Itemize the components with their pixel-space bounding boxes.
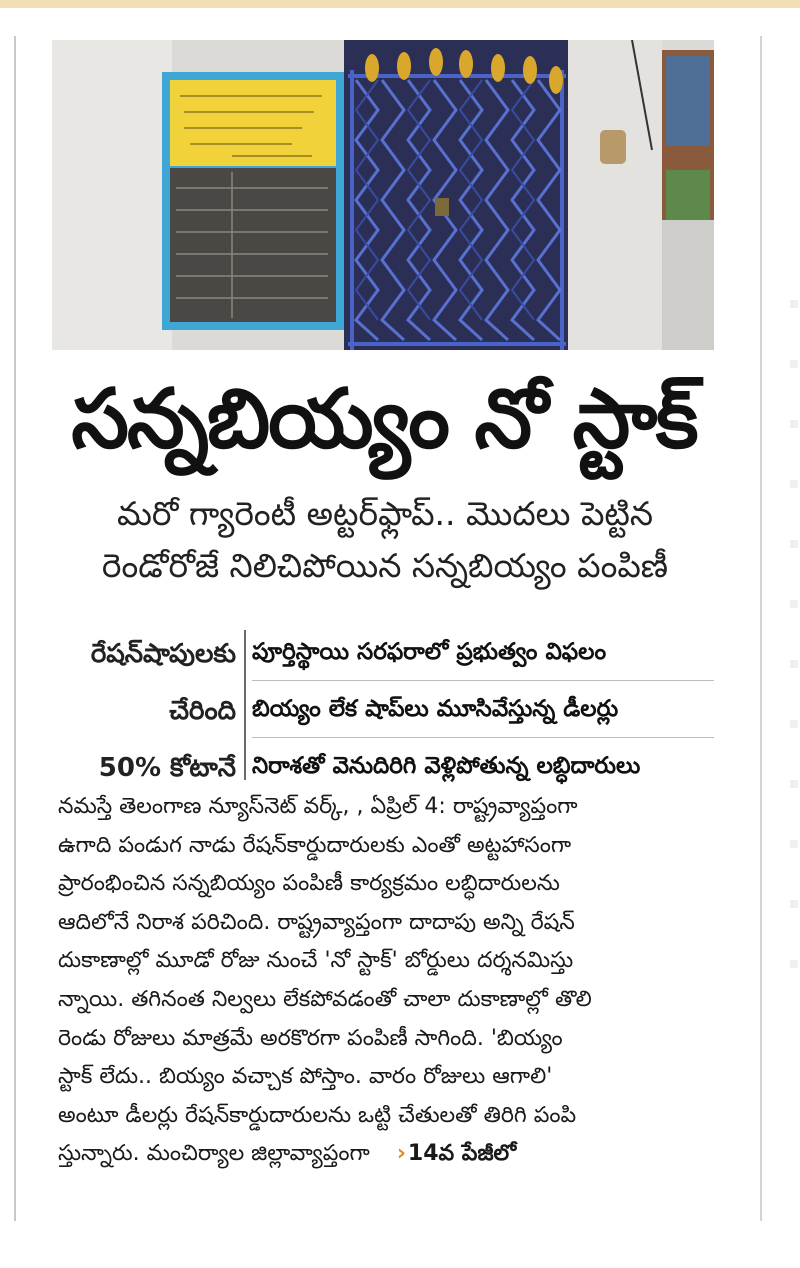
subheadline bbox=[60, 488, 710, 592]
right-column-rule bbox=[760, 36, 762, 1221]
highlight-item: పూర్తిస్థాయి సరఫరాలో ప్రభుత్వం విఫలం bbox=[252, 626, 714, 681]
body-line: దుకాణాల్లో మూడో రోజు నుంచే 'నో స్టాక్' బోర్డులు దర్శనమిస్తు bbox=[58, 948, 574, 974]
highlight-item: బియ్యం లేక షాప్‌లు మూసివేస్తున్న డీలర్లు bbox=[252, 683, 714, 738]
blackboard bbox=[170, 168, 336, 322]
body-line: స్తున్నారు. మంచిర్యాల జిల్లావ్యాప్తంగా bbox=[58, 1141, 370, 1167]
body-line: స్టాక్ లేదు.. బియ్యం వచ్చాక పోస్తాం. వారం రోజులు ఆగాలి' bbox=[58, 1064, 553, 1090]
body-line: అంటూ డీలర్లు రేషన్‌కార్డుదారులను ఒట్టి చేతులతో తిరిగి పంపి bbox=[58, 1102, 577, 1128]
kicker-box bbox=[48, 626, 236, 797]
kicker-line: 50% కోటానే bbox=[98, 753, 236, 783]
highlight-item: నిరాశతో వెనుదిరిగి వెళ్లిపోతున్న లబ్ధిదారులు bbox=[252, 753, 641, 779]
shop-door-opening bbox=[344, 40, 568, 350]
kicker-divider bbox=[244, 630, 246, 780]
top-color-band bbox=[0, 0, 800, 8]
yellow-notice-panel bbox=[170, 80, 336, 166]
ration-shop-photo bbox=[52, 40, 714, 350]
subheadline-line: మరో గ్యారెంటీ అట్టర్‌ఫ్లాప్.. మొదలు పెట్టిన bbox=[116, 494, 654, 533]
body-line: నమస్తే తెలంగాణ న్యూస్‌నెట్ వర్క్, , ఏప్రిల్ 4: రాష్ట్రవ్యాప్తంగా bbox=[58, 794, 578, 819]
arrow-right-icon: › bbox=[396, 1141, 406, 1167]
article-photo bbox=[52, 40, 714, 350]
article-body bbox=[58, 788, 714, 1174]
headline: సన్నబియ్యం నో స్టాక్ bbox=[71, 372, 697, 467]
left-column-rule bbox=[14, 36, 16, 1221]
body-last-line bbox=[58, 1135, 714, 1174]
adjacent-column-edge bbox=[790, 300, 798, 1000]
body-line: ప్రారంభించిన సన్నబియ్యం పంపిణీ కార్యక్రమం లబ్ధిదారులను bbox=[58, 871, 560, 897]
highlights-list bbox=[252, 626, 714, 797]
continued-on-link[interactable] bbox=[397, 1141, 516, 1166]
kicker-line: రేషన్‌షాపులకు bbox=[90, 639, 236, 669]
padlock bbox=[435, 198, 449, 216]
body-line: ఆదిలోనే నిరాశ పరిచింది. రాష్ట్రవ్యాప్తంగా దాదాపు అన్ని రేషన్ bbox=[58, 909, 575, 935]
body-line: రెండు రోజులు మాత్రమే అరకొరగా పంపిణీ సాగింది. 'బియ్యం bbox=[58, 1025, 563, 1051]
continued-on-label: 14వ పేజీలో bbox=[407, 1141, 517, 1167]
kicker-line: చేరింది bbox=[169, 696, 236, 726]
body-line: ఉగాది పండుగ నాడు రేషన్‌కార్డుదారులకు ఎంతో అట్టహాసంగా bbox=[58, 832, 572, 858]
electric-meter bbox=[600, 130, 626, 164]
subheadline-line: రెండోరోజే నిలిచిపోయిన సన్నబియ్యం పంపిణీ bbox=[101, 546, 669, 585]
body-line: న్నాయి. తగినంత నిల్వలు లేకపోవడంతో చాలా దుకాణాల్లో తొలి bbox=[58, 986, 592, 1012]
